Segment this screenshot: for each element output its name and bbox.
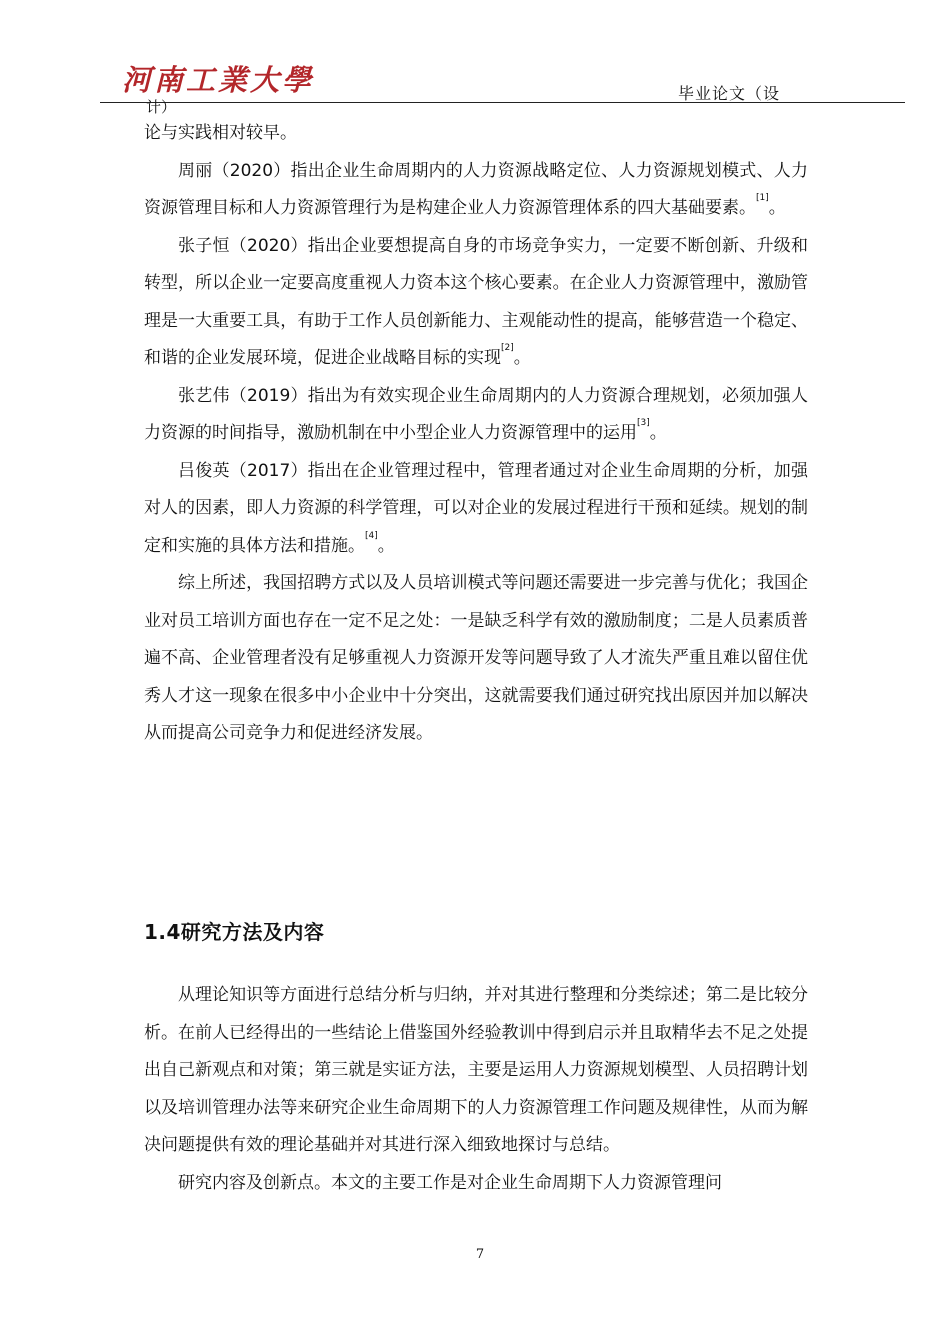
- paragraph: 综上所述，我国招聘方式以及人员培训模式等问题还需要进一步完善与优化；我国企业对员工培训方面也存在一定不足之处：一是缺乏科学有效的激励制度；二是人员素质普遍不高、企业管理者没有足够重视人力资源开发等问题导致了人才流失严重且难以留住优秀人才这一现象在很多中小企业中十分突出，这就需要我们通过研究找出原因并加以解决从而提高公司竞争力和促进经济发展。: [144, 573, 808, 743]
- body-text-bottom: [144, 977, 808, 1202]
- citation: [3]: [637, 418, 650, 428]
- paragraph: 张艺伟（2019）指出为有效实现企业生命周期内的人力资源合理规划，必须加强人力资源的时间指导，激励机制在中小型企业人力资源管理中的运用[3]。: [144, 385, 808, 443]
- page-number: 7: [475, 1247, 485, 1262]
- section-heading: 1.4研究方法及内容: [144, 920, 325, 944]
- university-logo: 河南工業大學: [122, 63, 315, 97]
- citation: [2]: [501, 343, 514, 353]
- paragraph: 从理论知识等方面进行总结分析与归纳，并对其进行整理和分类综述；第二是比较分析。在前人已经得出的一些结论上借鉴国外经验教训中得到启示并且取精华去不足之处提出自己新观点和对策；第三就是实证方法，主要是运用人力资源规划模型、人员招聘计划以及培训管理办法等来研究企业生命周期下的人力资源管理工作问题及规律性，从而为解决问题提供有效的理论基础并对其进行深入细致地探讨与总结。: [144, 985, 808, 1155]
- paragraph: 研究内容及创新点。本文的主要工作是对企业生命周期下人力资源管理问: [178, 1172, 722, 1193]
- header-title: 毕业论文（设: [678, 84, 781, 103]
- paragraph: 张子恒（2020）指出企业要想提高自身的市场竞争实力，一定要不断创新、升级和转型，所以企业一定要高度重视人力资本这个核心要素。在企业人力资源管理中，激励管理是一大重要工具，有助于工作人员创新能力、主观能动性的提高，能够营造一个稳定、和谐的企业发展环境，促进企业战略目标的实现[2]。: [144, 235, 808, 368]
- header-title-wrap: 计）: [146, 98, 177, 116]
- citation: [4]: [365, 530, 378, 541]
- paragraph: 吕俊英（2017）指出在企业管理过程中，管理者通过对企业生命周期的分析，加强对人的因素，即人力资源的科学管理，可以对企业的发展过程进行干预和延续。规划的制定和实施的具体方法和措施。[4]。: [144, 460, 808, 556]
- header-divider: [100, 102, 905, 103]
- body-text-top: [144, 115, 808, 753]
- paragraph: 周丽（2020）指出企业生命周期内的人力资源战略定位、人力资源规划模式、人力资源管理目标和人力资源管理行为是构建企业人力资源管理体系的四大基础要素。[1]。: [144, 160, 808, 218]
- citation: [1]: [756, 193, 769, 203]
- paragraph: 论与实践相对较早。: [144, 123, 297, 143]
